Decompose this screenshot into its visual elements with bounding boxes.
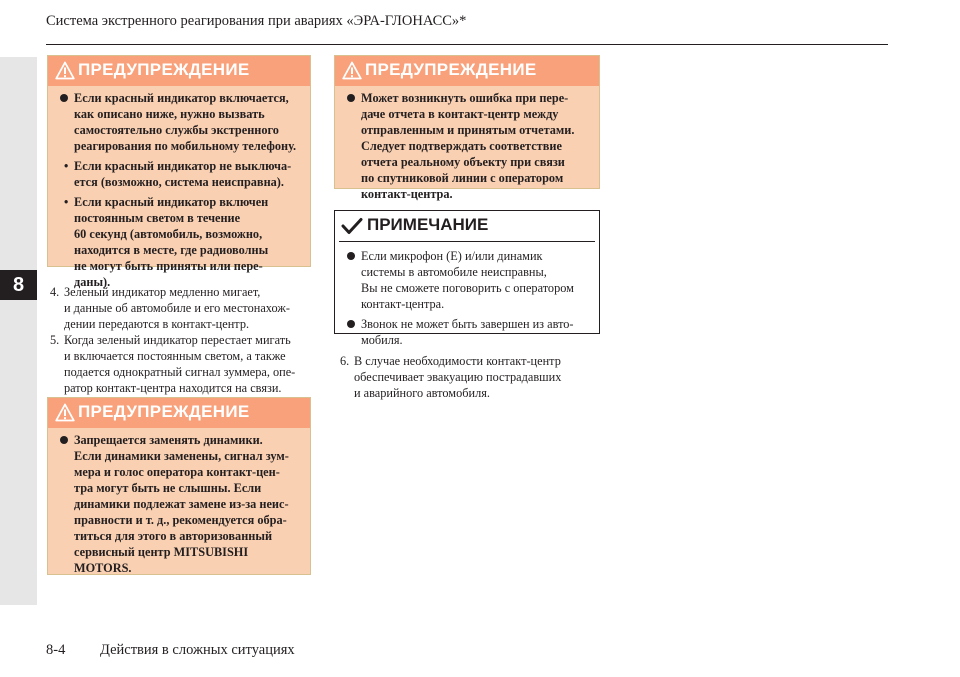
note-text: Если микрофон (E) и/или динамик системы в автомобиле неисправны, Вы не сможете поговорить с оператором контакт-центра. xyxy=(361,249,574,311)
sub-bullet-marker: • xyxy=(64,195,69,209)
page-header-title: Система экстренного реагирования при авариях «ЭРА-ГЛОНАСС»* xyxy=(46,13,467,29)
warning-header xyxy=(48,56,310,86)
step-number: 5. xyxy=(50,333,60,347)
step-number: 4. xyxy=(50,285,60,299)
warning-label: ПРЕДУПРЕЖДЕНИЕ xyxy=(365,60,537,79)
warning-triangle-icon xyxy=(342,61,362,80)
note-label: ПРИМЕЧАНИЕ xyxy=(367,215,489,234)
page-number: 8-4 xyxy=(46,642,66,658)
warning-item xyxy=(345,90,591,202)
warning-text: Может возникнуть ошибка при пере- даче отчета в контакт-центр между отправленным и принятым отчетами. Следует подтверждать соответствие отчета реальному объекту при связи по спутниковой линии с оператором контакт-центра. xyxy=(361,91,575,201)
step-item xyxy=(340,353,602,401)
warning-box-2 xyxy=(47,397,311,575)
warning-text: Если красный индикатор включается, как описано ниже, нужно вызвать самостоятельно службы экстренного реагирования по мобильному телефону. xyxy=(74,91,297,153)
note-header xyxy=(335,211,599,241)
warning-triangle-icon xyxy=(55,403,75,422)
warning-item xyxy=(58,90,302,154)
chapter-tab: 8 xyxy=(0,270,37,300)
note-box xyxy=(334,210,600,347)
warning-label: ПРЕДУПРЕЖДЕНИЕ xyxy=(78,60,250,79)
warning-subitem xyxy=(58,194,302,290)
note-item xyxy=(345,316,591,348)
section-title: Действия в сложных ситуациях xyxy=(100,642,295,658)
note-text: Звонок не может быть завершен из авто- мобиля. xyxy=(361,317,574,347)
warning-label: ПРЕДУПРЕЖДЕНИЕ xyxy=(78,402,250,421)
step-text: В случае необходимости контакт-центр обеспечивает эвакуацию пострадавших и аварийного автомобиля. xyxy=(354,354,562,400)
warning-text: Запрещается заменять динамики. Если динамики заменены, сигнал зум- мера и голос оператора контакт-цен- тра могут быть не слышны. Если динамики подлежат замене из-за неис- правности и т. д., рекомендуется обра- титься для этого в авторизованный сервисный центр MITSUBISHI MOTORS. xyxy=(74,433,289,575)
bullet-icon xyxy=(60,436,68,444)
chapter-side-strip xyxy=(0,57,37,605)
step-number: 6. xyxy=(340,354,350,368)
bullet-icon xyxy=(347,252,355,260)
header-divider xyxy=(46,44,888,45)
warning-subitem xyxy=(58,158,302,190)
step-text: Зеленый индикатор медленно мигает, и данные об автомобиле и его местонахож- дении передаются в контакт-центр. xyxy=(64,285,290,331)
warning-box-3 xyxy=(334,55,600,201)
warning-triangle-icon xyxy=(55,61,75,80)
step-item xyxy=(50,332,315,396)
warning-header xyxy=(48,398,310,428)
note-item xyxy=(345,248,591,312)
warning-subitem-text: Если красный индикатор не выключа- ется (возможно, система неисправна). xyxy=(74,159,292,189)
sub-bullet-marker: • xyxy=(64,159,69,173)
steps-list-left xyxy=(50,284,315,396)
steps-list-right xyxy=(340,353,602,401)
bullet-icon xyxy=(60,94,68,102)
note-check-icon xyxy=(341,217,363,235)
bullet-icon xyxy=(347,320,355,328)
step-item xyxy=(50,284,315,332)
warning-item xyxy=(58,432,302,576)
bullet-icon xyxy=(347,94,355,102)
warning-box-1 xyxy=(47,55,311,289)
warning-subitem-text: Если красный индикатор включен постоянным светом в течение 60 секунд (автомобиль, возможно, находится в месте, где радиоволны не могут быть приняты или пере- даны). xyxy=(74,195,269,289)
warning-header xyxy=(335,56,599,86)
step-text: Когда зеленый индикатор перестает мигать и включается постоянным светом, а также подается однократный сигнал зуммера, опе- ратор контакт-центра находится на связи. xyxy=(64,333,296,395)
